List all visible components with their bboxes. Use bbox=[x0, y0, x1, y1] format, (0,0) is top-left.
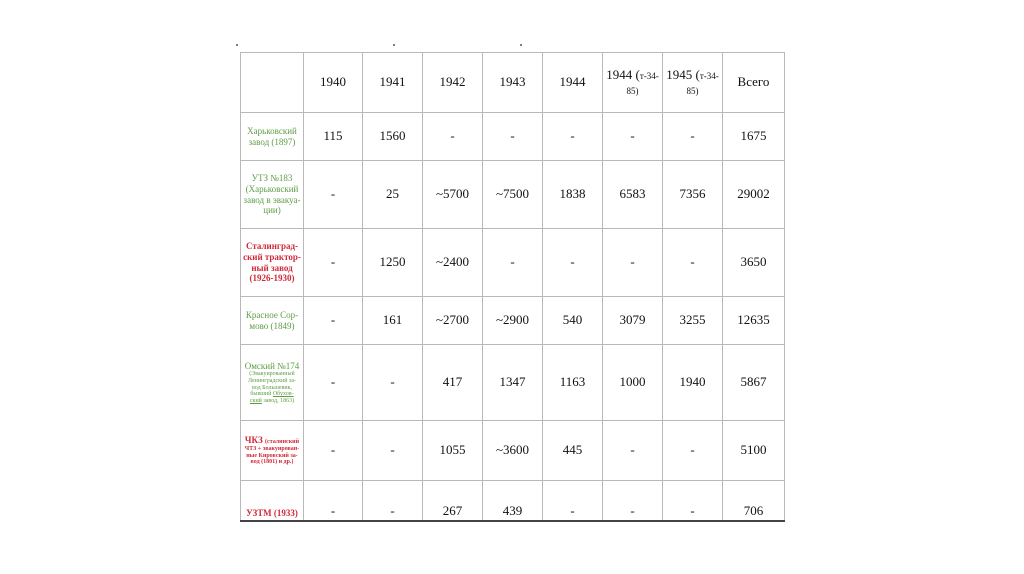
header-1941: 1941 bbox=[363, 53, 423, 113]
header-row bbox=[241, 53, 785, 113]
table-row: Омский №174 (Эвакуированный Ленинградский за- вод Большевик, бывший Обухов- ский завод, 1863) - - 417 1347 1163 1000 1940 5867 bbox=[241, 345, 785, 421]
plant-omsk-174: Омский №174 (Эвакуированный Ленинградский за- вод Большевик, бывший Обухов- ский завод, 1863) bbox=[241, 345, 304, 421]
table-row: Сталинград- ский трактор- ный завод (1926-1930) - 1250 ~2400 - - - - 3650 bbox=[241, 229, 785, 297]
obukhov-link[interactable]: Обухов- bbox=[272, 391, 294, 398]
plant-utz-183: УТЗ №183 (Харьковский завод в эвакуа- ции) bbox=[241, 161, 304, 229]
header-total: Всего bbox=[723, 53, 785, 113]
plant-kharkov: Харьковский завод (1897) bbox=[241, 113, 304, 161]
header-1942: 1942 bbox=[423, 53, 483, 113]
table-row: УЗТМ (1933) - - 267 439 - - - 706 bbox=[241, 481, 785, 521]
decorative-dots bbox=[236, 44, 536, 52]
plant-stalingrad: Сталинград- ский трактор- ный завод (1926-1930) bbox=[241, 229, 304, 297]
plant-krasnoe-sormovo: Красное Сор- мово (1849) bbox=[241, 297, 304, 345]
plant-uztm: УЗТМ (1933) bbox=[241, 481, 304, 521]
header-1940: 1940 bbox=[304, 53, 363, 113]
header-1943: 1943 bbox=[483, 53, 543, 113]
header-1945-t34: 1945 (т-34- 85) bbox=[663, 53, 723, 113]
tank-production-table bbox=[240, 52, 785, 522]
table-row: Харьковский завод (1897) 115 1560 - - - - - 1675 bbox=[241, 113, 785, 161]
table-row: ЧКЗ (сталинский ЧТЗ + эвакуирован- ные Кировский за- вод (1801) и др.) - - 1055 ~3600 445 - - 5100 bbox=[241, 421, 785, 481]
header-1944-t34: 1944 (т-34- 85) bbox=[603, 53, 663, 113]
header-1944: 1944 bbox=[543, 53, 603, 113]
corner-cell bbox=[241, 53, 304, 113]
table-row: УТЗ №183 (Харьковский завод в эвакуа- ции) - 25 ~5700 ~7500 1838 6583 7356 29002 bbox=[241, 161, 785, 229]
plant-chkz: ЧКЗ (сталинский ЧТЗ + эвакуирован- ные Кировский за- вод (1801) и др.) bbox=[241, 421, 304, 481]
table-row: Красное Сор- мово (1849) - 161 ~2700 ~2900 540 3079 3255 12635 bbox=[241, 297, 785, 345]
